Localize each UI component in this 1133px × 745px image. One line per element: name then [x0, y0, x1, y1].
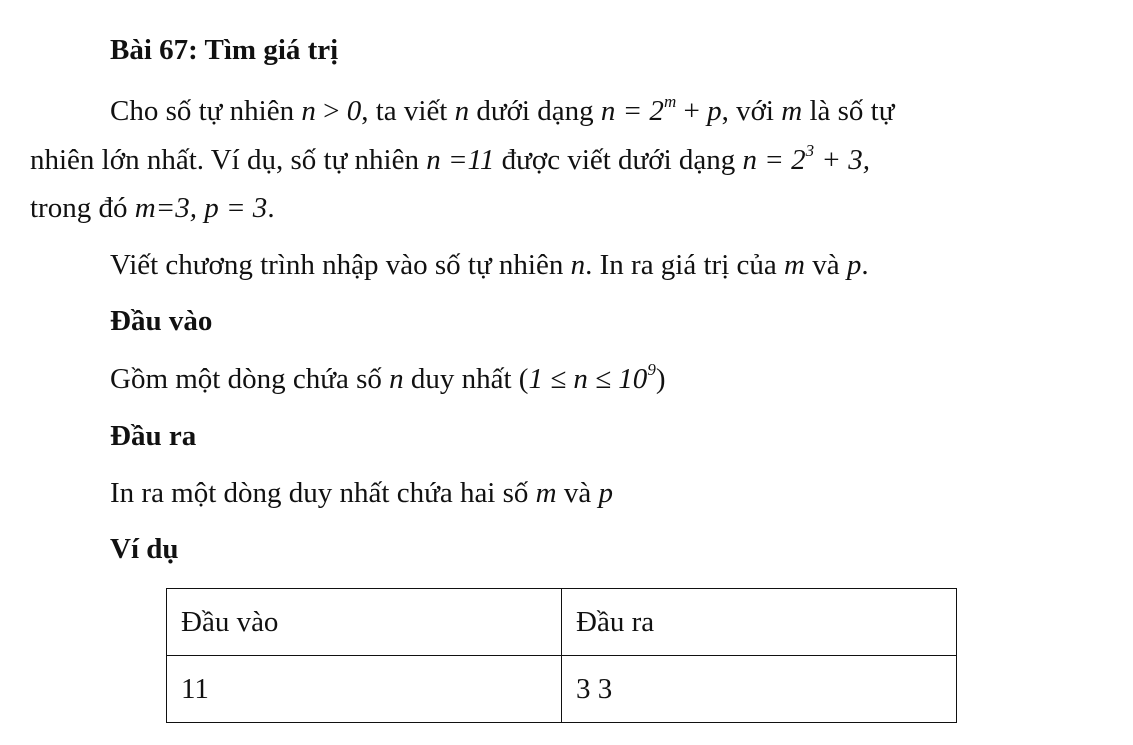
- intro-text: được viết dưới dạng: [494, 144, 743, 176]
- intro-text: Cho số tự nhiên: [110, 95, 302, 127]
- var-p: p: [707, 95, 722, 127]
- intro-line-1: [110, 93, 894, 129]
- input-text: ): [655, 363, 666, 395]
- task-text: Viết chương trình nhập vào số tự nhiên: [110, 249, 571, 281]
- input-range: 1 ≤ n ≤ 10: [528, 363, 648, 395]
- var-p: p: [598, 477, 613, 509]
- task-text: và: [804, 249, 847, 281]
- operator-plus: +: [676, 95, 708, 127]
- output-text: và: [556, 477, 599, 509]
- var-m: m: [781, 95, 803, 127]
- header-input: Đầu vào: [167, 589, 562, 656]
- output-heading: Đầu ra: [110, 420, 197, 452]
- input-text: duy nhất (: [403, 363, 529, 395]
- output-text: In ra một dòng duy nhất chứa hai số: [110, 477, 536, 509]
- cell-output: 3 3: [562, 656, 957, 723]
- table-row: [167, 656, 957, 723]
- var-n: n: [454, 95, 470, 127]
- var-m: m: [784, 249, 805, 281]
- table-header-row: [167, 589, 957, 656]
- header-output: Đầu ra: [562, 589, 957, 656]
- example-heading: Ví dụ: [110, 533, 179, 565]
- var-m: m: [535, 477, 557, 509]
- intro-text: trong đó: [30, 192, 135, 224]
- example-n: n =11: [426, 144, 495, 176]
- example-table: [166, 588, 957, 723]
- intro-text: dưới dạng: [469, 95, 601, 127]
- intro-line-3: [30, 190, 275, 226]
- output-description: [110, 475, 613, 511]
- exponent-m: m: [663, 92, 677, 111]
- intro-text: nhiên lớn nhất. Ví dụ, số tự nhiên: [30, 144, 427, 176]
- problem-title: Bài 67: Tìm giá trị: [110, 34, 339, 66]
- intro-text: .: [267, 192, 275, 224]
- var-n: n: [570, 249, 586, 281]
- cell-input: 11: [167, 656, 562, 723]
- value-zero: 0: [346, 95, 362, 127]
- var-n: n: [301, 95, 316, 127]
- task-description: [110, 247, 869, 283]
- exponent-3: 3: [805, 141, 815, 160]
- var-p: p: [846, 249, 862, 281]
- intro-line-2: [30, 142, 870, 178]
- example-formula-end: + 3,: [814, 144, 870, 176]
- exponent-9: 9: [647, 360, 656, 379]
- example-formula: n = 2: [742, 144, 806, 176]
- var-n: n: [389, 363, 404, 395]
- task-text: .: [861, 249, 869, 281]
- example-values: m=3, p = 3: [134, 192, 268, 224]
- intro-text: là số tự: [802, 95, 895, 127]
- intro-text: , ta viết: [361, 95, 455, 127]
- input-text: Gồm một dòng chứa số: [110, 363, 390, 395]
- formula-base: = 2: [615, 95, 664, 127]
- task-text: . In ra giá trị của: [585, 249, 785, 281]
- intro-text: , với: [721, 95, 782, 127]
- input-description: [110, 361, 665, 397]
- var-n: n: [600, 95, 616, 127]
- operator-gt: >: [315, 95, 347, 127]
- input-heading: Đầu vào: [110, 305, 213, 337]
